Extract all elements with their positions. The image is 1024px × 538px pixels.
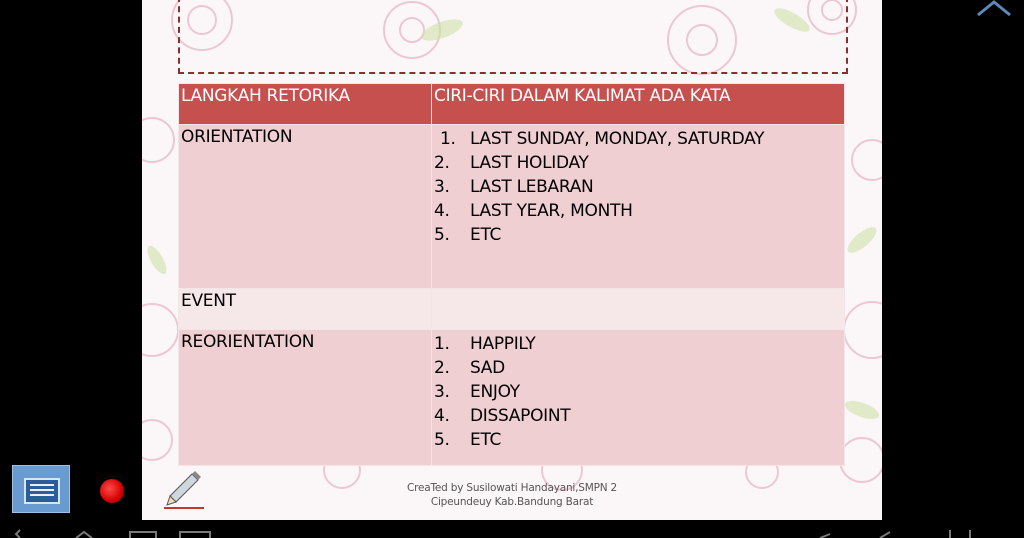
- item-text: LAST YEAR, MONTH: [470, 201, 633, 221]
- item-number: 1.: [434, 334, 450, 354]
- item-text: LAST LEBARAN: [470, 177, 594, 197]
- title-placeholder: [178, 0, 848, 74]
- list-item: [434, 404, 842, 428]
- footer-credit-line2: Cipeundeuy Kab.Bandung Barat: [430, 496, 594, 508]
- item-number: 3.: [434, 177, 450, 197]
- item-number: 5.: [434, 430, 450, 450]
- step-cell: REORIENTATION: [179, 330, 432, 466]
- items-cell: [432, 289, 845, 330]
- item-text: LAST SUNDAY, MONDAY, SATURDAY: [470, 129, 765, 149]
- item-number: 4.: [434, 406, 450, 426]
- keyword-list: [434, 127, 842, 247]
- item-number: 3.: [434, 382, 450, 402]
- footer-credit-line1: CreaTed by Susilowati Handayani,SMPN 2: [406, 482, 618, 494]
- item-text: HAPPILY: [470, 334, 536, 354]
- item-number: 2.: [434, 153, 450, 173]
- rhetorical-steps-table: [178, 83, 845, 466]
- item-text: ETC: [470, 430, 502, 450]
- table-header-row: [179, 84, 845, 125]
- item-number: 1.: [440, 129, 456, 149]
- items-cell: [432, 125, 845, 289]
- list-item: [434, 332, 842, 356]
- header-langkah-retorika: LANGKAH RETORIKA: [179, 84, 432, 125]
- item-text: ETC: [470, 225, 502, 245]
- table-row: [179, 330, 845, 466]
- item-text: DISSAPOINT: [470, 406, 571, 426]
- item-number: 4.: [434, 201, 450, 221]
- list-item: [434, 151, 842, 175]
- system-nav-bar: [0, 526, 1024, 538]
- keyword-list: [434, 332, 842, 452]
- step-cell: EVENT: [179, 289, 432, 330]
- list-item: [434, 380, 842, 404]
- table-row: [179, 125, 845, 289]
- item-text: ENJOY: [470, 382, 520, 402]
- header-ciri-ciri: CIRI-CIRI DALAM KALIMAT ADA KATA: [432, 84, 845, 125]
- items-cell: [432, 330, 845, 466]
- list-item: [434, 175, 842, 199]
- list-item: [434, 199, 842, 223]
- list-item: [434, 127, 842, 151]
- list-item: [434, 223, 842, 247]
- chevron-up-icon[interactable]: [974, 0, 1014, 18]
- table-row: [179, 289, 845, 330]
- step-cell: ORIENTATION: [179, 125, 432, 289]
- item-number: 5.: [434, 225, 450, 245]
- item-number: 2.: [434, 358, 450, 378]
- item-text: SAD: [470, 358, 505, 378]
- record-icon[interactable]: [100, 479, 124, 503]
- task-switcher-icon[interactable]: [12, 465, 70, 513]
- list-item: [434, 356, 842, 380]
- item-text: LAST HOLIDAY: [470, 153, 589, 173]
- list-item: [434, 428, 842, 452]
- presentation-slide: [142, 0, 882, 520]
